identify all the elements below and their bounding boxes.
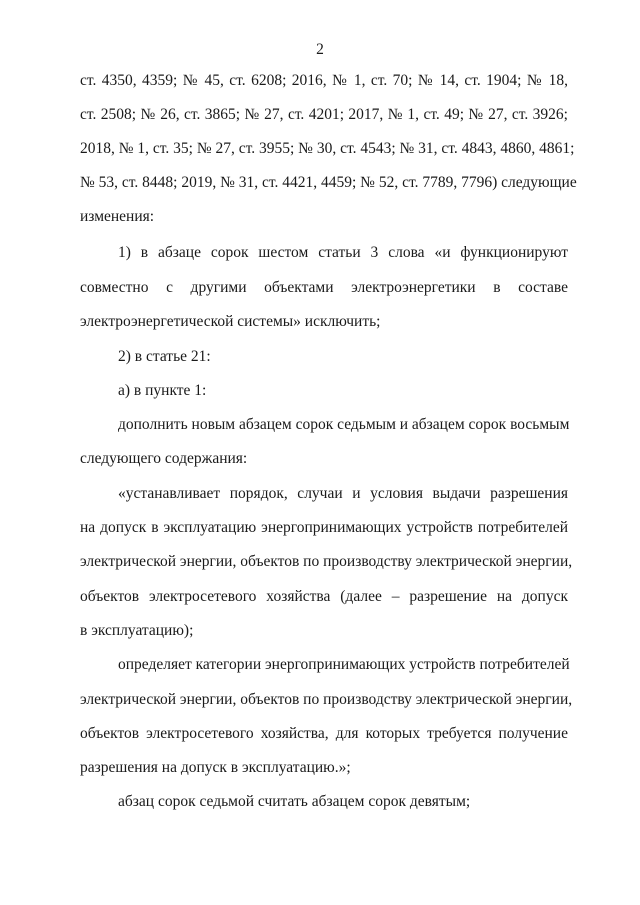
- text-line: дополнить новым абзацем сорок седьмым и абзацем сорок восьмым: [118, 416, 570, 433]
- text-line: 1) в абзаце сорок шестом статьи 3 слова «и функционируют: [118, 244, 568, 261]
- text-line: № 53, ст. 8448; 2019, № 31, ст. 4421, 4459; № 52, ст. 7789, 7796) следующие: [80, 174, 577, 191]
- text-line: 2018, № 1, ст. 35; № 27, ст. 3955; № 30, ст. 4543; № 31, ст. 4843, 4860, 4861;: [80, 140, 575, 157]
- text-line: электрической энергии, объектов по производству электрической энергии,: [80, 553, 573, 570]
- text-line: электроэнергетической системы» исключить;: [80, 313, 381, 330]
- text-line: ст. 2508; № 26, ст. 3865; № 27, ст. 4201; 2017, № 1, ст. 49; № 27, ст. 3926;: [80, 106, 568, 123]
- text-line: «устанавливает порядок, случаи и условия выдачи разрешения: [118, 485, 568, 502]
- text-line: следующего содержания:: [80, 450, 248, 467]
- text-line: абзац сорок седьмой считать абзацем сорок девятым;: [118, 793, 471, 810]
- text-line: определяет категории энергопринимающих устройств потребителей: [118, 656, 570, 673]
- text-line: на допуск в эксплуатацию энергопринимающих устройств потребителей: [80, 519, 568, 536]
- text-line: объектов электросетевого хозяйства, для которых требуется получение: [80, 725, 568, 742]
- text-line: разрешения на допуск в эксплуатацию.»;: [80, 759, 351, 776]
- text-line: в эксплуатацию);: [80, 622, 194, 639]
- text-line: совместно с другими объектами электроэнергетики в составе: [80, 279, 568, 296]
- text-line: ст. 4350, 4359; № 45, ст. 6208; 2016, № 1, ст. 70; № 14, ст. 1904; № 18,: [80, 72, 568, 89]
- text-line: а) в пункте 1:: [118, 382, 207, 399]
- page-number: 2: [316, 41, 324, 58]
- text-line: электрической энергии, объектов по производству электрической энергии,: [80, 691, 573, 708]
- text-line: 2) в статье 21:: [118, 348, 211, 365]
- text-line: изменения:: [80, 208, 155, 225]
- text-line: объектов электросетевого хозяйства (далее – разрешение на допуск: [80, 588, 568, 605]
